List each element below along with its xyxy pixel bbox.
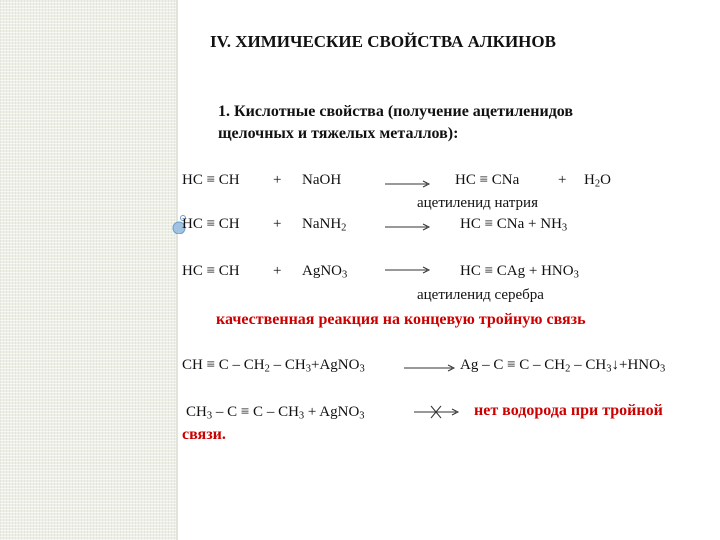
- r3-product-name: ацетиленид серебра: [417, 287, 544, 303]
- r1-plus: +: [273, 172, 282, 188]
- subtitle-line-1: 1. Кислотные свойства (получение ацетиленидов: [218, 103, 574, 120]
- r5-result-line2: связи.: [182, 426, 226, 443]
- r2-product: HC ≡ CNa + $NH_3$: [460, 216, 568, 234]
- r1-product2: $H_2O$: [584, 172, 611, 190]
- r2-arrow: [385, 222, 433, 232]
- r4-arrow: [404, 363, 458, 373]
- r4-left: CH ≡ C – $CH_2$ – $CH_3+AgNO_3$: [182, 357, 365, 375]
- r5-left: $CH_3 - C \equiv C - CH_3$ + AgNO$_3$: [186, 404, 365, 422]
- r1-reactant2: NaOH: [302, 172, 342, 188]
- r1-product-name: ацетиленид натрия: [417, 195, 538, 211]
- r1-arrow: [385, 179, 433, 189]
- slide-title: IV. ХИМИЧЕСКИЕ СВОЙСТВА АЛКИНОВ: [210, 32, 556, 51]
- qualitative-reaction-note: качественная реакция на концевую тройную связь: [216, 311, 586, 328]
- r3-reactant1: HC ≡ CH: [182, 263, 240, 279]
- r2-reactant2: NaNH$_2$: [302, 216, 347, 234]
- r3-product: HC ≡ CAg + $HNO_3$: [460, 263, 579, 281]
- r3-reactant2: AgNO$_3$: [302, 263, 348, 281]
- r1-plus2: +: [558, 172, 567, 188]
- r3-arrow: [385, 265, 433, 275]
- r4-right: $Ag - C \equiv C - CH_2$ – $CH_3↓+HNO_3$: [460, 357, 666, 375]
- decorative-side-strip: [0, 0, 178, 540]
- r1-reactant1: HC ≡ CH: [182, 172, 240, 188]
- subtitle-line-2: щелочных и тяжелых металлов):: [218, 125, 459, 142]
- r5-result-line1: нет водорода при тройной: [474, 402, 663, 419]
- r2-reactant1: HC ≡ CH: [182, 216, 240, 232]
- r1-product1: HC ≡ CNa: [455, 172, 520, 188]
- r3-plus: +: [273, 263, 282, 279]
- r5-crossed-arrow: [414, 404, 462, 420]
- r2-plus: +: [273, 216, 282, 232]
